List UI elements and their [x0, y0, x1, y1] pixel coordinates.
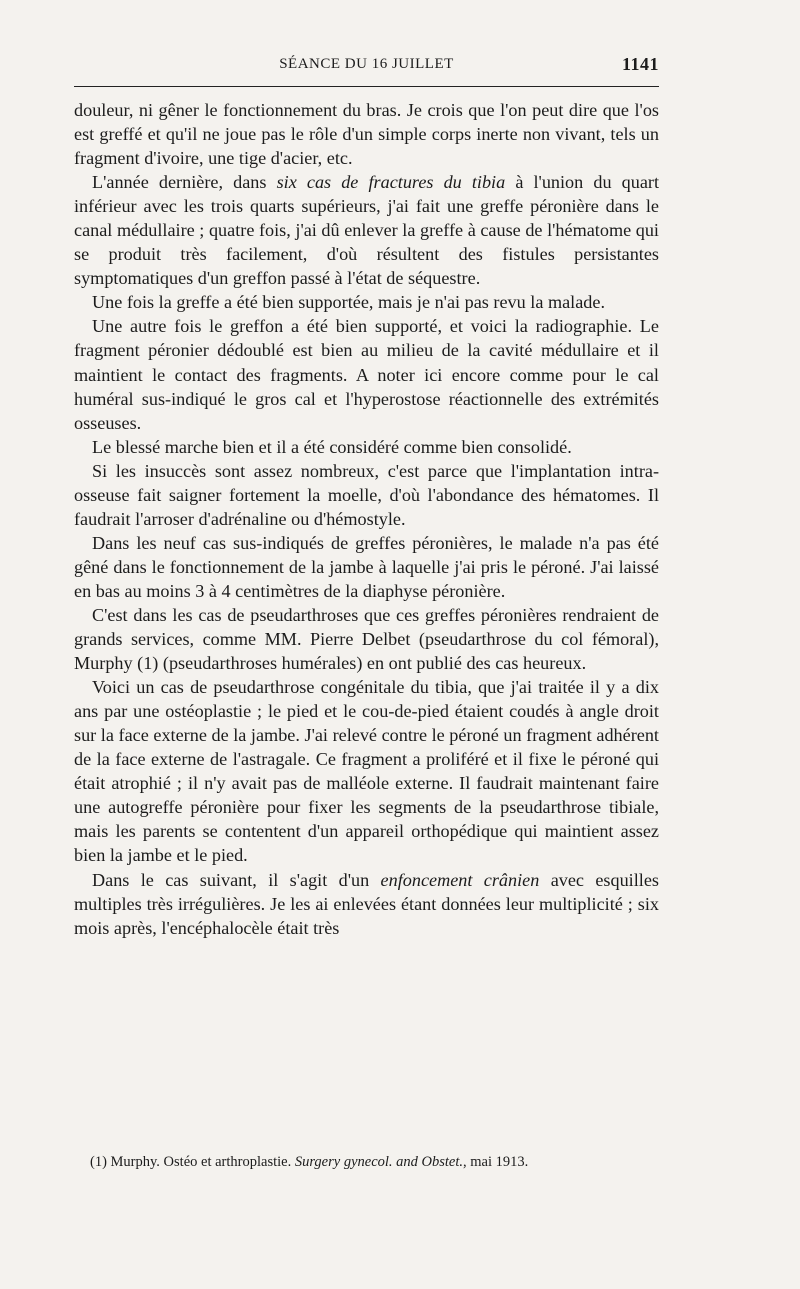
running-title: SÉANCE DU 16 JUILLET [279, 56, 454, 72]
page [74, 50, 659, 940]
text-run: à l'union du quart inférieur avec les trois quarts supérieurs, j'ai fait une greffe péronière dans le canal médullaire ; quatre fois, j'ai dû enlever la greffe à cause de l'hématome qui se produit très facilement, d'où résultent des fistules persistantes symptomatiques d'un greffon passé à l'état de séquestre. [74, 172, 660, 289]
text-run: C'est dans les cas de pseudarthroses que ces greffes péronières rendraient de grands services, comme MM. Pierre Delbet (pseudarthrose du col fémoral), Murphy (1) (pseudarthroses humérales) en ont publié des cas heureux. [74, 604, 659, 674]
paragraph [74, 290, 659, 314]
page-number: 1141 [621, 54, 659, 74]
footnote-text [74, 1152, 659, 1172]
text-run: Une fois la greffe a été bien supportée, mais je n'ai pas revu la malade. [92, 292, 605, 313]
text-run: Si les insuccès sont assez nombreux, c'est parce que l'implantation intra-osseuse fait saigner fortement la moelle, d'où l'abondance des hématomes. Il faudrait l'arroser d'adrénaline ou d'hémostyle. [74, 460, 659, 529]
paragraph [74, 868, 659, 940]
paragraph [74, 170, 659, 290]
text-run: Dans le cas suivant, il s'agit d'un [92, 869, 381, 890]
text-run: Une autre fois le greffon a été bien supporté, et voici la radiographie. Le fragment péronier dédoublé est bien au milieu de la cavité médullaire et il maintient le contact des fragments. A noter ici encore comme pour le cal huméral sus-indiqué le gros cal et l'hyperostose réactionnelle des extrémités osseuses. [74, 316, 659, 433]
header-rule [74, 86, 659, 87]
paragraph [74, 531, 659, 603]
paragraph [74, 603, 659, 675]
paragraph [74, 675, 659, 867]
paragraph [74, 98, 659, 170]
running-header [74, 50, 659, 86]
footnote [74, 1152, 659, 1172]
text-run: Dans les neuf cas sus-indiqués de greffes péronières, le malade n'a pas été gêné dans le fonctionnement de la jambe à laquelle j'ai pris le péroné. J'ai laissé en bas au moins 3 à 4 centimètres de la diaphyse péronière. [74, 532, 659, 601]
text-run: avec esquilles multiples très irrégulières. Je les ai enlevées étant données leur multiplicité ; six mois après, l'encéphalocèle était très [74, 869, 659, 938]
text-run: , mai 1913. [463, 1154, 529, 1170]
paragraph [74, 459, 659, 531]
text-run: douleur, ni gêner le fonctionnement du bras. Je crois que l'on peut dire que l'os est greffé et qu'il ne joue pas le rôle d'un simple corps inerte non vivant, tels un fragment d'ivoire, une tige d'acier, etc. [74, 100, 659, 169]
italic-text: six cas de fractures du tibia [276, 172, 506, 193]
paragraph [74, 314, 659, 434]
text-run: Le blessé marche bien et il a été considéré comme bien consolidé. [92, 436, 572, 457]
paragraph [74, 435, 659, 459]
text-run: L'année dernière, dans [92, 172, 277, 193]
italic-text: enfoncement crânien [380, 869, 540, 890]
text-run: (1) Murphy. Ostéo et arthroplastie. [90, 1154, 295, 1170]
italic-text: Surgery gynecol. and Obstet. [294, 1154, 464, 1170]
body-text [74, 98, 659, 940]
text-run: Voici un cas de pseudarthrose congénitale du tibia, que j'ai traitée il y a dix ans par une ostéoplastie ; le pied et le cou-de-pied étaient coudés à angle droit sur la face externe de la jambe. J'ai relevé contre le péroné un fragment adhérent de la face externe de l'astragale. Ce fragment a proliféré et il fixe le péroné qui était atrophié ; il n'y avait pas de malléole externe. Il faudrait maintenant faire une autogreffe péronière pour fixer les segments de la pseudarthrose tibiale, mais les parents se contentent d'un appareil orthopédique qui maintient assez bien la jambe et le pied. [74, 677, 659, 866]
